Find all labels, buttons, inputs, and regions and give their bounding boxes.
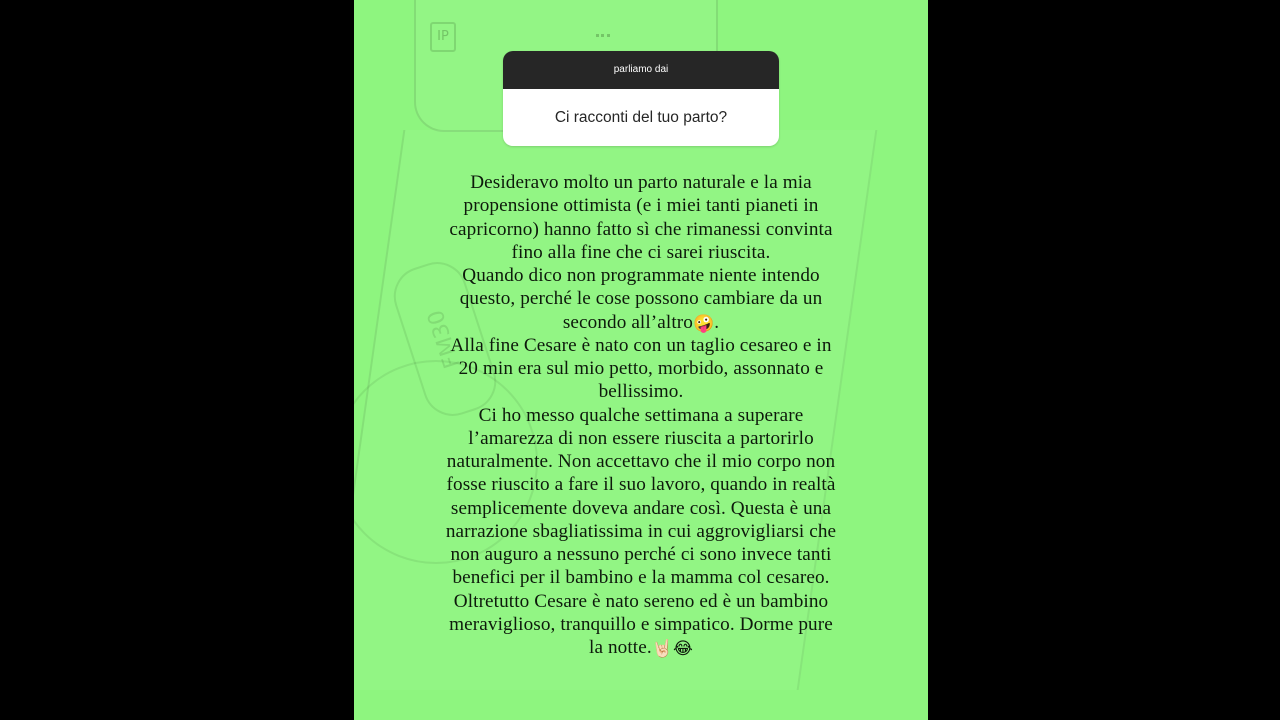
story-paragraph-3: Alla fine Cesare è nato con un taglio cesareo e in 20 min era sul mio petto, morbido, assonnato e bellissimo. [450,334,832,403]
story-paragraph-2-text: Quando dico non programmate niente intendo questo, perché le cose possono cambiare da un secondo all’altro [459,265,823,333]
question-header: parliamo dai [503,51,779,89]
question-sticker[interactable] [503,51,779,146]
question-text: Ci racconti del tuo parto? [503,89,779,146]
laughing-tears-emoji-icon: 😂 [673,639,693,659]
zany-face-emoji-icon: 🤪 [692,313,715,334]
background-device-mark: IP [430,22,456,52]
story-paragraph-2 [442,264,840,334]
story-paragraph-4 [442,404,840,660]
story-answer-text [442,171,840,659]
background-device-label-text: FM30 [423,306,466,372]
rock-hand-emoji-icon: 🤘🏻 [651,639,674,659]
story-paragraph-2-period: . [714,311,720,333]
story-paragraph-4-text: Ci ho messo qualche settimana a superare l’amarezza di non essere riuscita a partorirlo naturalmente. Non accettavo che il mio corpo non fosse riuscito a fare il suo lavoro, quando in realtà semplicemente doveva andare così. Questa è una narrazione sbagliatissima in cui aggrovigliarsi che non auguro a nessuno perché ci sono invece tanti benefici per il bambino e la mamma col cesareo. Oltretutto Cesare è nato sereno ed è un bambino meraviglioso, tranquillo e simpatico. Dorme pure la notte. [445,404,837,658]
background-indicator-dots [596,34,610,43]
story-paragraph-1: Desideravo molto un parto naturale e la mia propensione ottimista (e i miei tanti pianeti in capricorno) hanno fatto sì che rimanessi convinta fino alla fine che ci sarei riuscita. [449,172,833,263]
story-frame[interactable] [354,0,928,720]
